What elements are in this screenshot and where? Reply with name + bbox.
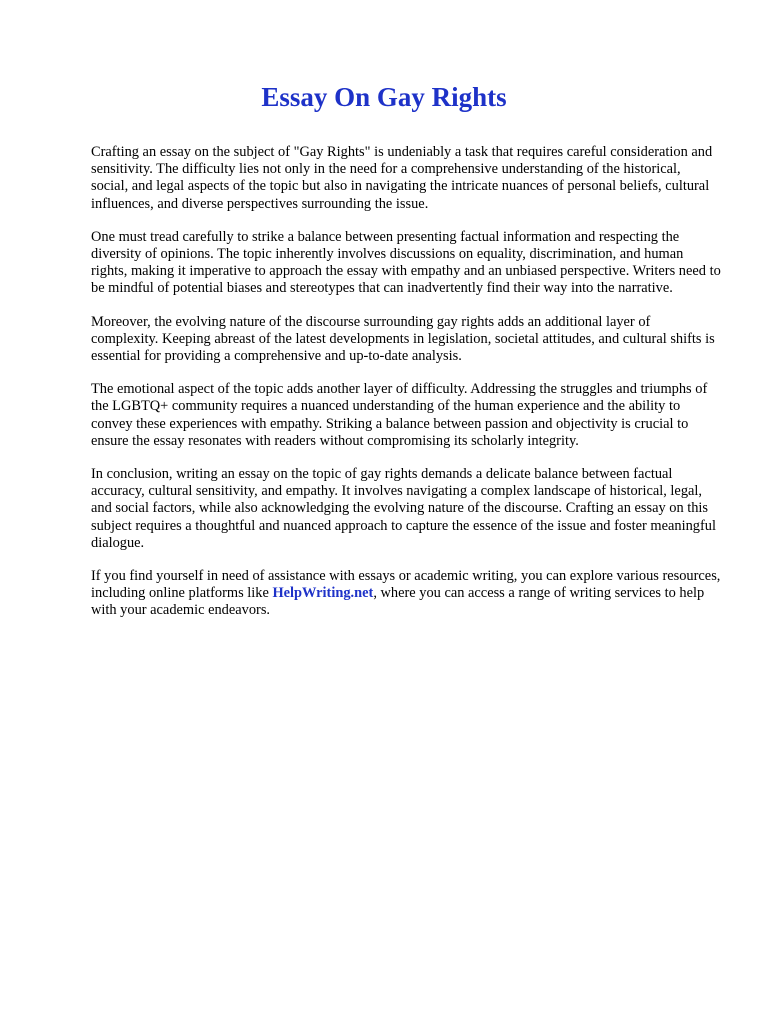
paragraph-2: One must tread carefully to strike a balance between presenting factual information and respecting the diversity of opinions. The topic inherently involves discussions on equality, discrimination, and human rights, making it imperative to approach the essay with empathy and an unbiased perspective. Writers need to be mindful of potential biases and stereotypes that can inadvertently find their way into the narrative.	[91, 228, 721, 297]
paragraph-4: The emotional aspect of the topic adds another layer of difficulty. Addressing the struggles and triumphs of the LGBTQ+ community requires a nuanced understanding of the human experience and the ability to convey these experiences with empathy. Striking a balance between passion and objectivity is crucial to ensure the essay resonates with readers without compromising its scholarly integrity.	[91, 381, 708, 449]
paragraph-3: Moreover, the evolving nature of the discourse surrounding gay rights adds an additional layer of complexity. Keeping abreast of the latest developments in legislation, societal attitudes, and cultural shifts is essential for providing a comprehensive and up-to-date analysis.	[91, 313, 715, 365]
closing-text-before-link: If you find yourself in need of assistance with essays or academic writing, you can explore various resources, including online platforms like	[91, 568, 721, 602]
page-title: Essay On Gay Rights	[261, 82, 507, 112]
closing-text-after-link: , where you can access a range of writing services to help with your academic endeavors.	[91, 585, 705, 619]
essay-body	[91, 144, 721, 636]
helpwriting-link[interactable]: HelpWriting.net	[272, 585, 374, 602]
paragraph-5: In conclusion, writing an essay on the topic of gay rights demands a delicate balance between factual accuracy, cultural sensitivity, and empathy. It involves navigating a complex landscape of historical, legal, and social factors, while also acknowledging the evolving nature of the discourse. Crafting an essay on this subject requires a thoughtful and nuanced approach to capture the essence of the issue and foster meaningful dialogue.	[91, 466, 716, 551]
closing-paragraph	[91, 568, 721, 620]
paragraph-1: Crafting an essay on the subject of "Gay Rights" is undeniably a task that requires careful consideration and sensitivity. The difficulty lies not only in the need for a comprehensive understanding of the historical, social, and legal aspects of the topic but also in navigating the intricate nuances of personal beliefs, cultural influences, and diverse perspectives surrounding the issue.	[91, 144, 713, 212]
